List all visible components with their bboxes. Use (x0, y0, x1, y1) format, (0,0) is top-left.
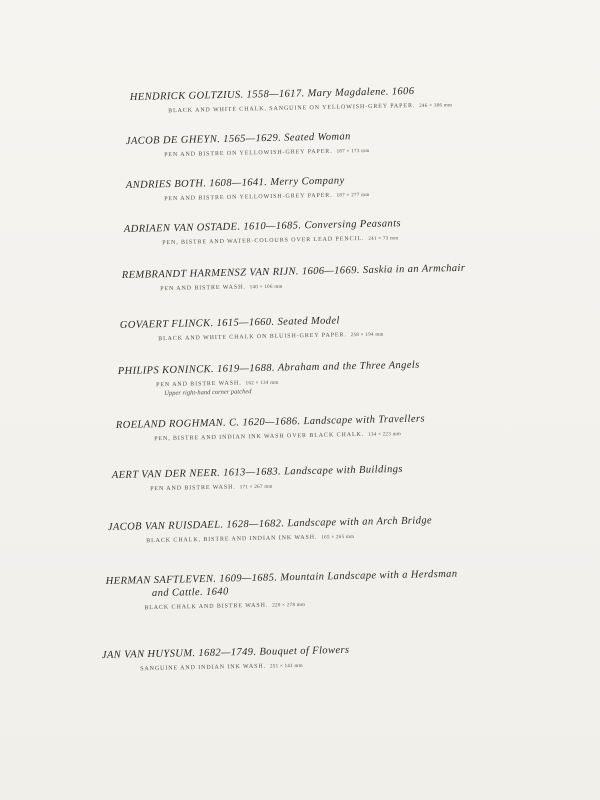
entry-title-continued: and Cattle. 1640 (151, 586, 229, 600)
entry-medium: PEN, BISTRE AND INDIAN INK WASH OVER BLACK CHALK. 134 × 223 mm (154, 431, 402, 443)
entry-flinck (120, 314, 384, 343)
entry-goltzius (130, 85, 452, 115)
entry-medium: PEN AND BISTRE ON YELLOWISH-GREY PAPER. 187 × 173 mm (164, 148, 370, 159)
entry-medium: BLACK CHALK AND BISTRE WASH. 220 × 278 mm (144, 602, 306, 612)
entry-rembrandt (122, 263, 466, 293)
entry-medium: PEN AND BISTRE ON YELLOWISH-GREY PAPER. 187 × 277 mm (164, 192, 370, 203)
entry-dimensions: 258 × 194 mm (350, 332, 384, 339)
entry-note: Upper right-hand corner patched (164, 388, 252, 398)
entry-title: REMBRANDT HARMENSZ VAN RIJN. 1606—1669. Saskia in an Armchair (121, 262, 466, 282)
entry-medium: PEN, BISTRE AND WATER-COLOURS OVER LEAD PENCIL. 241 × 73 mm (162, 235, 399, 247)
entry-medium: PEN AND BISTRE WASH. 140 × 106 mm (160, 284, 283, 293)
entry-ruisdael (108, 515, 433, 545)
entry-title: ROELAND ROGHMAN. C. 1620—1686. Landscape with Travellers (115, 413, 426, 432)
entry-both (126, 175, 370, 203)
entry-dimensions: 140 × 106 mm (249, 284, 283, 291)
entry-title: JAN VAN HUYSUM. 1682—1749. Bouquet of Flowers (101, 644, 350, 662)
entry-dimensions: 171 × 267 mm (239, 484, 273, 491)
entry-dimensions: 162 × 134 mm (245, 380, 279, 387)
entry-medium: BLACK AND WHITE CHALK ON BLUISH-GREY PAPER. 258 × 194 mm (158, 332, 384, 343)
entry-title: ADRIAEN VAN OSTADE. 1610—1685. Conversing Peasants (123, 218, 402, 236)
entry-title: PHILIPS KONINCK. 1619—1688. Abraham and the Three Angels (117, 359, 420, 378)
entry-dimensions: 220 × 278 mm (272, 602, 306, 609)
entry-title: HENDRICK GOLTZIUS. 1558—1617. Mary Magdalene. 1606 (129, 86, 415, 104)
entry-medium: PEN AND BISTRE WASH. 162 × 134 mm (156, 380, 279, 389)
entry-saftleven (106, 569, 458, 612)
entry-dimensions: 251 × 141 mm (269, 663, 303, 670)
entry-dimensions: 241 × 73 mm (368, 236, 399, 242)
entry-medium: PEN AND BISTRE WASH. 171 × 267 mm (150, 484, 273, 493)
entry-huysum (102, 645, 350, 673)
entry-gheyn (126, 131, 370, 159)
entry-koninck (118, 360, 421, 398)
entry-medium: BLACK CHALK, BISTRE AND INDIAN INK WASH. 165 × 265 mm (146, 534, 355, 545)
entry-title: GOVAERT FLINCK. 1615—1660. Seated Model (119, 315, 340, 332)
entry-ostade (124, 218, 402, 247)
entry-title: AERT VAN DER NEER. 1613—1683. Landscape with Buildings (111, 463, 403, 482)
entry-title: JACOB VAN RUISDAEL. 1628—1682. Landscape with an Arch Bridge (107, 515, 433, 534)
entry-neer (112, 464, 403, 493)
entry-dimensions: 246 × 186 mm (419, 103, 453, 109)
entry-title: JACOB DE GHEYN. 1565—1629. Seated Woman (125, 131, 351, 148)
entry-dimensions: 187 × 277 mm (336, 192, 370, 199)
entry-dimensions: 187 × 173 mm (336, 148, 370, 155)
entry-medium: SANGUINE AND INDIAN INK WASH. 251 × 141 mm (140, 663, 303, 673)
entry-dimensions: 134 × 223 mm (368, 432, 402, 438)
entry-title: ANDRIES BOTH. 1608—1641. Merry Company (125, 175, 345, 192)
entry-roghman (116, 414, 426, 443)
entry-medium: BLACK AND WHITE CHALK, SANGUINE ON YELLOWISH-GREY PAPER. 246 × 186 mm (168, 103, 453, 115)
entry-dimensions: 165 × 265 mm (321, 534, 355, 541)
entry-title: HERMAN SAFTLEVEN. 1609—1685. Mountain Landscape with a Herdsman (105, 568, 458, 588)
